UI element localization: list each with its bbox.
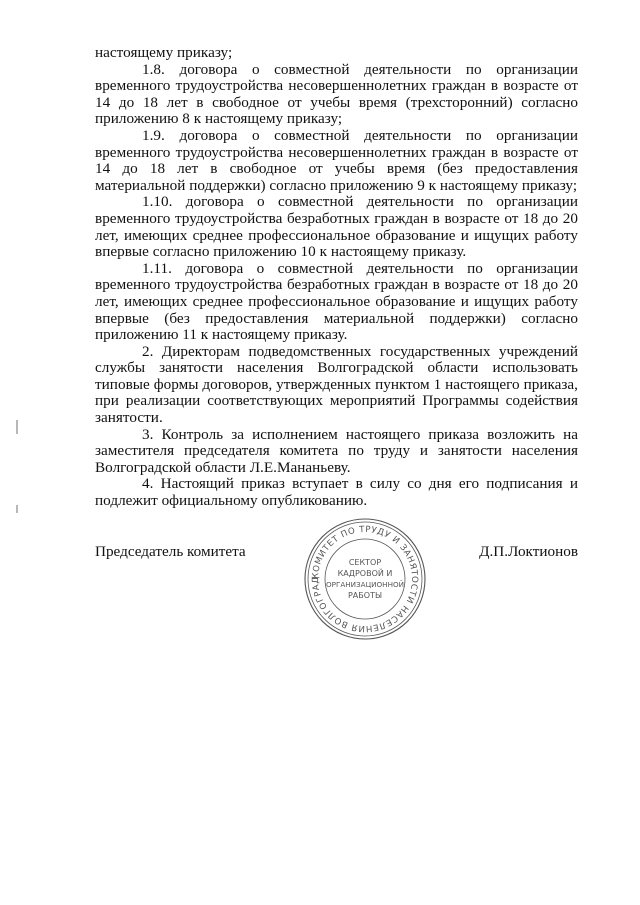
paragraph-3: 3. Контроль за исполнением настоящего приказа возложить на заместителя председателя комитета по труду и занятости населения Волгоградской области Л.Е.Мананьеву. xyxy=(95,425,578,476)
paragraph-2: 2. Директорам подведомственных государственных учреждений службы занятости населения Волгоградской области использовать типовые формы договоров, утвержденных пунктом 1 настоящего приказа, при реализации соответствующих мероприятий Программы содействия занятости. xyxy=(95,342,578,427)
paragraph-continuation: настоящему приказу; xyxy=(95,44,233,61)
paragraph-1-10: 1.10. договора о совместной деятельности по организации временного трудоустройства безработных граждан в возрасте от 18 до 20 лет, имеющих среднее профессиональное образование и ищущих работу впервые согласно приложению 10 к настоящему приказу. xyxy=(95,193,578,261)
scan-margin-mark xyxy=(16,505,18,513)
stamp-line-2: КАДРОВОЙ И xyxy=(337,569,393,578)
paragraph-1-9: 1.9. договора о совместной деятельности по организации временного трудоустройства несовершеннолетних граждан в возрасте от 14 до 18 лет в свободное от учебы время (без предоставления материальной поддержки) согласно приложению 9 к настоящему приказу; xyxy=(95,126,578,194)
stamp-line-3: ОРГАНИЗАЦИОННОЙ xyxy=(325,580,405,589)
paragraph-4: 4. Настоящий приказ вступает в силу со дня его подписания и подлежит официальному опубликованию. xyxy=(95,475,578,510)
paragraph-1-8: 1.8. договора о совместной деятельности по организации временного трудоустройства несовершеннолетних граждан в возрасте от 14 до 18 лет в свободное от учебы время (трехсторонний) согласно приложению 8 к настоящему приказу; xyxy=(95,60,578,128)
stamp-ring-text: КОМИТЕТ ПО ТРУДУ И ЗАНЯТОСТИ НАСЕЛЕНИЯ ВОЛГОГРАД xyxy=(310,524,420,634)
document-body xyxy=(95,45,578,510)
signatory-position: Председатель комитета xyxy=(95,543,246,560)
stamp-line-4: РАБОТЫ xyxy=(347,591,383,600)
signatory-name: Д.П.Локтионов xyxy=(479,543,578,560)
paragraph-1-11: 1.11. договора о совместной деятельности по организации временного трудоустройства безработных граждан в возрасте от 18 до 20 лет, имеющих среднее профессиональное образование и ищущих работу впервые (без предоставления материальной поддержки) согласно приложению 11 к настоящему приказу. xyxy=(95,259,578,344)
scan-margin-mark xyxy=(16,420,18,434)
stamp-line-1: СЕКТОР xyxy=(348,558,382,567)
stamp-seal-icon xyxy=(303,517,427,641)
official-stamp xyxy=(303,517,427,641)
